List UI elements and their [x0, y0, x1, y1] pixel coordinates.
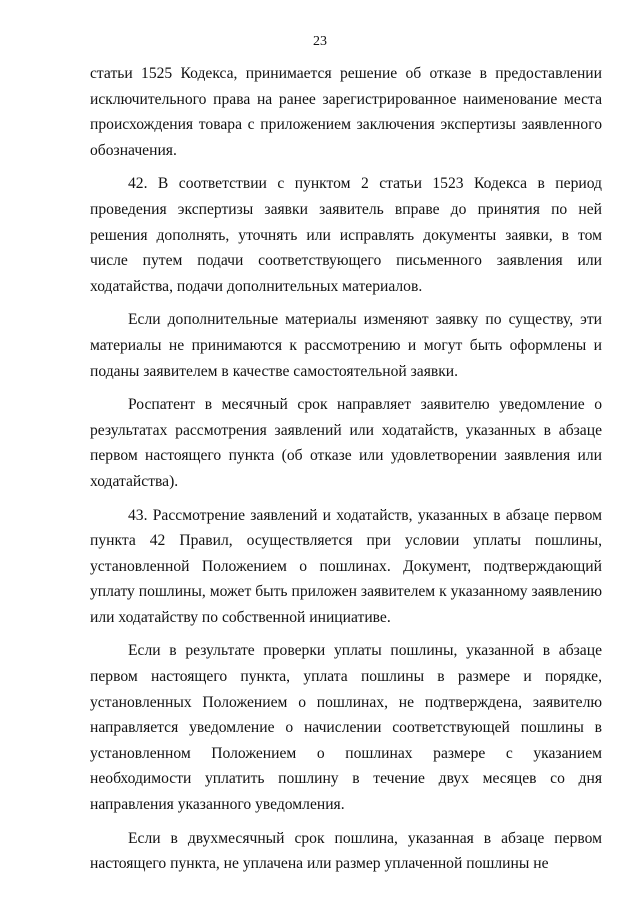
document-body	[90, 61, 602, 877]
paragraph-fee-unpaid: Если в двухмесячный срок пошлина, указанная в абзаце первом настоящего пункта, не уплачена или размер уплаченной пошлины не	[90, 829, 602, 873]
paragraph-rospatent-notice: Роспатент в месячный срок направляет заявителю уведомление о результатах рассмотрения заявлений или ходатайств, указанных в абзаце первом настоящего пункта (об отказе или удовлетворении заявления или ходатайства).	[90, 396, 602, 490]
paragraph-item-42: 42. В соответствии с пунктом 2 статьи 1523 Кодекса в период проведения экспертизы заявки заявитель вправе до принятия по ней решения дополнять, уточнять или исправлять документы заявки, в том числе путем подачи соответствующего письменного заявления или ходатайства, подачи дополнительных материалов.	[90, 175, 602, 295]
paragraph-continuation: статьи 1525 Кодекса, принимается решение об отказе в предоставлении исключительного права на ранее зарегистрированное наименование места происхождения товара с приложением заключения экспертизы заявленного обозначения.	[90, 65, 602, 159]
paragraph-additional-materials: Если дополнительные материалы изменяют заявку по существу, эти материалы не принимаются к рассмотрению и могут быть оформлены и поданы заявителем в качестве самостоятельной заявки.	[90, 311, 602, 380]
page-number: 23	[313, 34, 327, 49]
paragraph-fee-check: Если в результате проверки уплаты пошлины, указанной в абзаце первом настоящего пункта, уплата пошлины в размере и порядке, установленных Положением о пошлинах, не подтверждена, заявителю направляется уведомление о начислении соответствующей пошлины в установленном Положением о пошлинах размере с указанием необходимости уплатить пошлину в течение двух месяцев со дня направления указанного уведомления.	[90, 642, 602, 814]
paragraph-item-43: 43. Рассмотрение заявлений и ходатайств, указанных в абзаце первом пункта 42 Правил, осуществляется при условии уплаты пошлины, установленной Положением о пошлинах. Документ, подтверждающий уплату пошлины, может быть приложен заявителем к указанному заявлению или ходатайству по собственной инициативе.	[90, 506, 602, 626]
